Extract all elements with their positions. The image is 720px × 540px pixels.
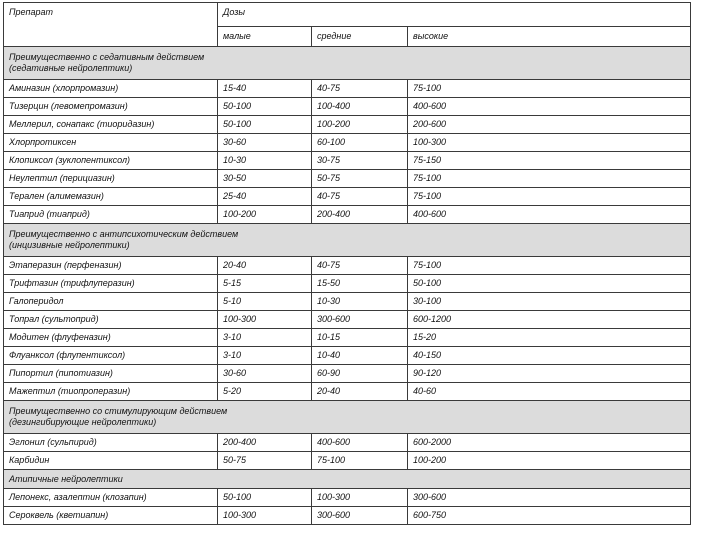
- drug-name-cell: Пипортил (пипотиазин): [4, 365, 218, 383]
- section-title-line2: (дезингибирующие нейролептики): [9, 417, 157, 427]
- dose-medium-cell: 60-100: [312, 134, 408, 152]
- header-row-top: [4, 3, 691, 27]
- drug-name-cell: Трифтазин (трифлуперазин): [4, 275, 218, 293]
- dose-low-cell: 100-200: [218, 206, 312, 224]
- dose-high-cell: 200-600: [408, 116, 691, 134]
- header-low: малые: [218, 27, 312, 47]
- drug-name-cell: Этаперазин (перфеназин): [4, 257, 218, 275]
- dose-high-cell: 50-100: [408, 275, 691, 293]
- section-header: [4, 47, 691, 80]
- table-row: [4, 206, 691, 224]
- dose-high-cell: 100-200: [408, 452, 691, 470]
- table-row: [4, 293, 691, 311]
- dose-high-cell: 75-150: [408, 152, 691, 170]
- dose-medium-cell: 10-40: [312, 347, 408, 365]
- table-row: [4, 329, 691, 347]
- dose-high-cell: 100-300: [408, 134, 691, 152]
- dose-low-cell: 50-75: [218, 452, 312, 470]
- dose-medium-cell: 40-75: [312, 257, 408, 275]
- section-title: [4, 470, 691, 489]
- dose-low-cell: 200-400: [218, 434, 312, 452]
- drug-name-cell: Клопиксол (зуклопентиксол): [4, 152, 218, 170]
- dose-low-cell: 5-15: [218, 275, 312, 293]
- dose-high-cell: 40-60: [408, 383, 691, 401]
- section-title: [4, 401, 691, 434]
- dose-low-cell: 5-20: [218, 383, 312, 401]
- drug-name-cell: Аминазин (хлорпромазин): [4, 80, 218, 98]
- dose-high-cell: 400-600: [408, 98, 691, 116]
- drug-name-cell: Тизерцин (левомепромазин): [4, 98, 218, 116]
- header-doses: Дозы: [218, 3, 691, 27]
- drug-name-cell: Галоперидол: [4, 293, 218, 311]
- table-row: [4, 275, 691, 293]
- table-row: [4, 311, 691, 329]
- drug-name-cell: Сероквель (кветиапин): [4, 507, 218, 525]
- dose-low-cell: 3-10: [218, 347, 312, 365]
- dose-low-cell: 50-100: [218, 116, 312, 134]
- dose-medium-cell: 100-400: [312, 98, 408, 116]
- section-title-line1: Атипичные нейролептики: [9, 473, 123, 484]
- dose-high-cell: 400-600: [408, 206, 691, 224]
- table-row: [4, 365, 691, 383]
- section-title-line1: Преимущественно с антипсихотическим действием: [9, 229, 239, 239]
- dose-high-cell: 75-100: [408, 257, 691, 275]
- drug-name-cell: Неулептил (перициазин): [4, 170, 218, 188]
- section-header: [4, 401, 691, 434]
- drug-name-cell: Модитен (флуфеназин): [4, 329, 218, 347]
- dose-low-cell: 20-40: [218, 257, 312, 275]
- drug-name-cell: Хлорпротиксен: [4, 134, 218, 152]
- drug-name-cell: Тиаприд (тиаприд): [4, 206, 218, 224]
- header-high: высокие: [408, 27, 691, 47]
- dose-high-cell: 75-100: [408, 188, 691, 206]
- dose-high-cell: 90-120: [408, 365, 691, 383]
- table-row: [4, 116, 691, 134]
- header-medium: средние: [312, 27, 408, 47]
- dose-medium-cell: 10-30: [312, 293, 408, 311]
- dose-high-cell: 75-100: [408, 80, 691, 98]
- dose-low-cell: 15-40: [218, 80, 312, 98]
- table-row: [4, 152, 691, 170]
- section-header: [4, 224, 691, 257]
- dose-medium-cell: 10-15: [312, 329, 408, 347]
- dosage-table-body: [4, 3, 691, 525]
- section-title: [4, 47, 691, 80]
- dose-high-cell: 15-20: [408, 329, 691, 347]
- dose-medium-cell: 30-75: [312, 152, 408, 170]
- section-title: [4, 224, 691, 257]
- dose-high-cell: 75-100: [408, 170, 691, 188]
- dose-medium-cell: 300-600: [312, 311, 408, 329]
- table-row: [4, 257, 691, 275]
- table-row: [4, 452, 691, 470]
- dose-high-cell: 30-100: [408, 293, 691, 311]
- dose-high-cell: 40-150: [408, 347, 691, 365]
- dose-medium-cell: 15-50: [312, 275, 408, 293]
- dose-low-cell: 25-40: [218, 188, 312, 206]
- section-title-line2: (инцизивные нейролептики): [9, 240, 130, 250]
- table-row: [4, 347, 691, 365]
- dose-medium-cell: 60-90: [312, 365, 408, 383]
- dose-medium-cell: 20-40: [312, 383, 408, 401]
- dose-high-cell: 600-1200: [408, 311, 691, 329]
- drug-name-cell: Терален (алимемазин): [4, 188, 218, 206]
- dose-low-cell: 30-50: [218, 170, 312, 188]
- dose-medium-cell: 300-600: [312, 507, 408, 525]
- dose-medium-cell: 75-100: [312, 452, 408, 470]
- dose-medium-cell: 40-75: [312, 80, 408, 98]
- drug-name-cell: Меллерил, сонапакс (тиоридазин): [4, 116, 218, 134]
- table-row: [4, 507, 691, 525]
- header-drug: Препарат: [4, 3, 218, 47]
- dose-medium-cell: 400-600: [312, 434, 408, 452]
- drug-name-cell: Флуанксол (флупентиксол): [4, 347, 218, 365]
- table-row: [4, 188, 691, 206]
- drug-name-cell: Мажептил (тиопроперазин): [4, 383, 218, 401]
- section-header: [4, 470, 691, 489]
- table-row: [4, 170, 691, 188]
- dose-medium-cell: 100-200: [312, 116, 408, 134]
- table-row: [4, 434, 691, 452]
- section-title-line1: Преимущественно со стимулирующим действием: [9, 406, 228, 416]
- dose-low-cell: 10-30: [218, 152, 312, 170]
- dose-medium-cell: 50-75: [312, 170, 408, 188]
- dose-high-cell: 300-600: [408, 489, 691, 507]
- table-row: [4, 383, 691, 401]
- drug-name-cell: Карбидин: [4, 452, 218, 470]
- table-row: [4, 489, 691, 507]
- dose-medium-cell: 100-300: [312, 489, 408, 507]
- dose-low-cell: 100-300: [218, 311, 312, 329]
- drug-name-cell: Топрал (сультоприд): [4, 311, 218, 329]
- drug-name-cell: Лепонекс, азалептин (клозапин): [4, 489, 218, 507]
- dose-low-cell: 30-60: [218, 134, 312, 152]
- dose-low-cell: 50-100: [218, 98, 312, 116]
- table-row: [4, 98, 691, 116]
- table-row: [4, 80, 691, 98]
- dose-high-cell: 600-2000: [408, 434, 691, 452]
- dose-low-cell: 30-60: [218, 365, 312, 383]
- dose-low-cell: 5-10: [218, 293, 312, 311]
- dose-medium-cell: 200-400: [312, 206, 408, 224]
- table-row: [4, 134, 691, 152]
- drug-name-cell: Эглонил (сульпирид): [4, 434, 218, 452]
- dosage-table: [3, 2, 691, 525]
- dose-low-cell: 3-10: [218, 329, 312, 347]
- section-title-line2: (седативные нейролептики): [9, 63, 133, 73]
- dose-low-cell: 100-300: [218, 507, 312, 525]
- dose-high-cell: 600-750: [408, 507, 691, 525]
- dose-medium-cell: 40-75: [312, 188, 408, 206]
- section-title-line1: Преимущественно с седативным действием: [9, 52, 205, 62]
- dose-low-cell: 50-100: [218, 489, 312, 507]
